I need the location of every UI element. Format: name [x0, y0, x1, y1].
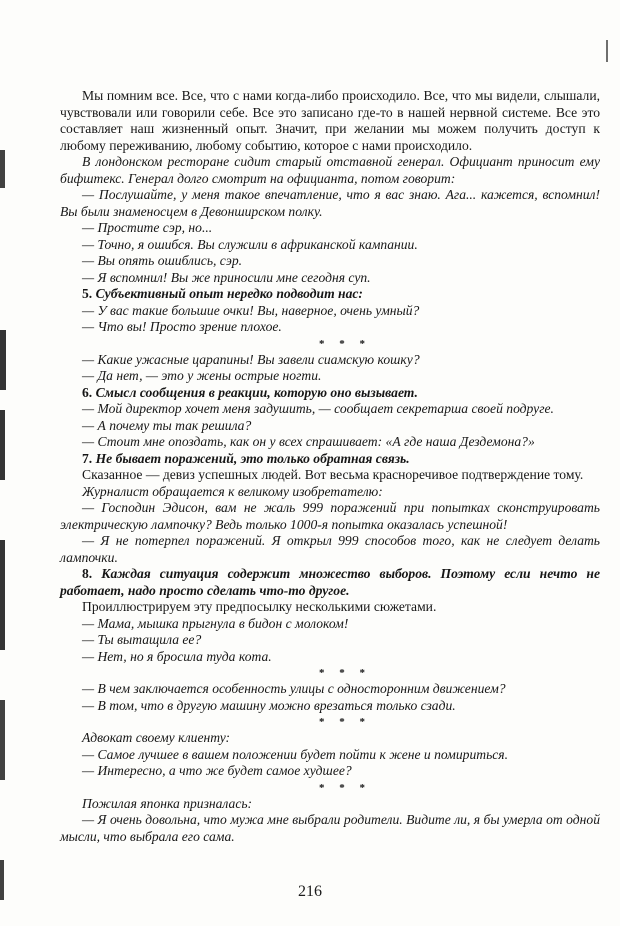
principle-text: Не бывает поражений, это только обратная связь. — [95, 450, 410, 466]
anecdote-line: — Точно, я ошибся. Вы служили в африканской кампании. — [82, 236, 418, 252]
principle-heading — [60, 385, 600, 402]
anecdote-line: — Послушайте, у меня такое впечатление, что я вас знаю. Ага... кажется, вспомнил! Вы были знаменосцем в Девонширском полку. — [60, 187, 600, 219]
body-paragraph: Проиллюстрируем эту предпосылку несколькими сюжетами. — [82, 599, 437, 614]
anecdote-line: — В чем заключается особенность улицы с односторонним движением? — [82, 681, 506, 696]
principle-text: Каждая ситуация содержит множество выборов. Поэтому если нечто не работает, надо просто сделать что-то другое. — [60, 566, 600, 598]
page-number: 216 — [298, 883, 322, 900]
anecdote-line: — А почему ты так решила? — [82, 417, 252, 433]
anecdote-line: — Мама, мышка прыгнула в бидон с молоком! — [82, 615, 349, 631]
anecdote-line: Журналист обращается к великому изобретателю: — [82, 483, 383, 499]
anecdote-line: — Нет, но я бросила туда кота. — [82, 648, 272, 664]
anecdote-line: — Интересно, а что же будет самое худшее? — [82, 763, 352, 778]
anecdote-line: — Что вы! Просто зрение плохое. — [82, 319, 282, 334]
anecdote-line: Пожилая японка призналась: — [82, 795, 253, 811]
anecdote-line: — Я не потерпел поражений. Я открыл 999 способов того, как не следует делать лампочки. — [60, 533, 600, 565]
principle-heading — [60, 286, 600, 303]
scan-edge-mark — [0, 540, 5, 650]
anecdote-line: Адвокат своему клиенту: — [82, 730, 231, 745]
anecdote-line: В лондонском ресторане сидит старый отставной генерал. Официант приносит ему бифштекс. Генерал долго смотрит на официанта, потом говорит: — [60, 154, 600, 186]
anecdote-line: — В том, что в другую машину можно врезаться только сзади. — [82, 697, 456, 713]
section-separator: * * * — [319, 337, 371, 350]
section-separator: * * * — [319, 667, 371, 679]
scan-edge-mark — [0, 330, 6, 390]
anecdote-line: — Я вспомнил! Вы же приносили мне сегодня суп. — [82, 269, 371, 285]
principle-heading — [60, 566, 600, 599]
anecdote-line: — Простите сэр, но... — [82, 220, 213, 235]
anecdote-line: — Вы опять ошиблись, сэр. — [82, 253, 243, 268]
section-separator: * * * — [319, 781, 371, 794]
scan-edge-mark — [0, 410, 5, 480]
body-paragraph: Сказанное — девиз успешных людей. Вот весьма красноречивое подтверждение тому. — [82, 467, 584, 482]
anecdote-line: — У вас такие большие очки! Вы, наверное, очень умный? — [82, 302, 420, 318]
principle-number: 7. — [82, 450, 93, 466]
principle-text: Смысл сообщения в реакции, которую оно вызывает. — [95, 384, 418, 400]
principle-text: Субъективный опыт нередко подводит нас: — [95, 286, 363, 301]
page-text — [60, 88, 600, 845]
scan-edge-mark — [606, 40, 608, 62]
section-separator: * * * — [319, 716, 371, 728]
anecdote-line: — Мой директор хочет меня задушить, — сообщает секретарша своей подруге. — [82, 401, 554, 416]
anecdote-line: — Господин Эдисон, вам не жаль 999 поражений при попытках сконструировать электрическую лампочку? Ведь только 1000-я попытка оказалась успешной! — [60, 500, 600, 532]
body-paragraph: Мы помним все. Все, что с нами когда-либо происходило. Все, что мы видели, слышали, чувствовали или говорили себе. Все это записано где-то в нашей нервной системе. Все это составляет наш жизненный опыт. Значит, при желании мы можем получить доступ к любому переживанию, любому событию, которое с нами происходило. — [60, 88, 600, 153]
scan-edge-mark — [0, 700, 5, 780]
anecdote-line: — Стоит мне опоздать, как он у всех спрашивает: «А где наша Дездемона?» — [82, 434, 535, 449]
anecdote-line: — Да нет, — это у жены острые ногти. — [82, 368, 322, 383]
anecdote-line: — Я очень довольна, что мужа мне выбрали родители. Видите ли, я бы умерла от одной мысли, что выбрала его сама. — [60, 812, 600, 844]
principle-number: 8. — [82, 566, 93, 581]
scan-edge-mark — [0, 150, 5, 188]
principle-heading — [60, 451, 600, 468]
principle-number: 6. — [82, 384, 93, 400]
anecdote-line: — Самое лучшее в вашем положении будет пойти к жене и помириться. — [82, 746, 509, 762]
anecdote-line: — Какие ужасные царапины! Вы завели сиамскую кошку? — [82, 351, 420, 367]
anecdote-line: — Ты вытащила ее? — [82, 632, 202, 647]
principle-number: 5. — [82, 286, 93, 301]
